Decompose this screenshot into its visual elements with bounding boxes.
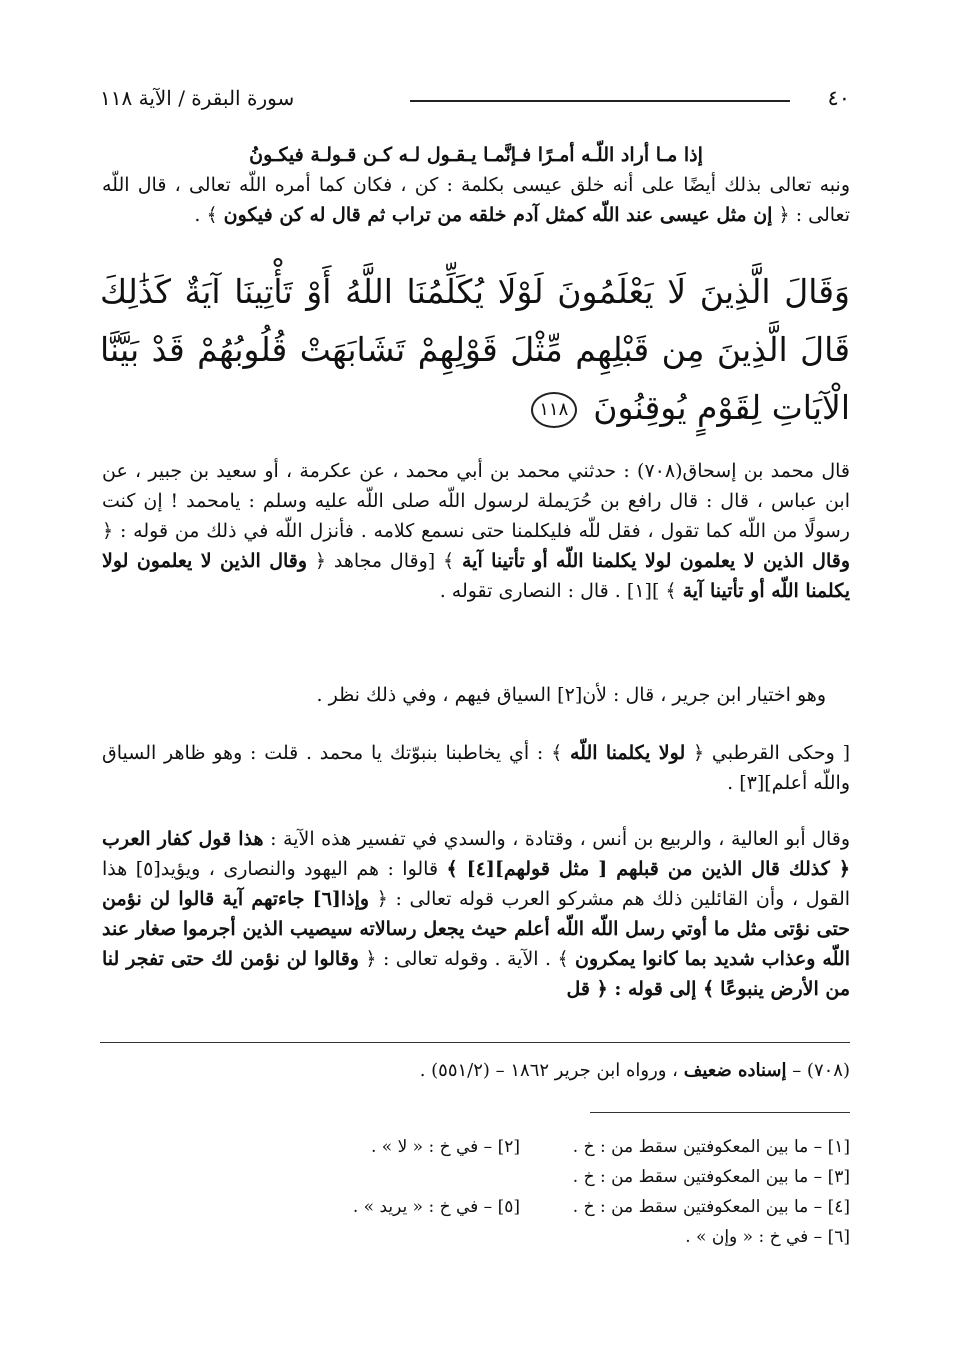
notes-rule — [590, 1112, 850, 1113]
intro-text-c: ﴾ . — [194, 204, 218, 226]
manuscript-notes — [100, 1132, 850, 1252]
intro-text-a: ونبه تعالى بذلك أيضًا على أنه خلق عيسى بكلمة : كن ، فكان كما أمره اللّه تعالى ، قال اللّه تعالى : ﴿ — [102, 174, 850, 226]
note-item: [١] – ما بين المعكوفتين سقط من : خ . — [572, 1137, 850, 1157]
p1-text-a: قال محمد بن إسحاق(٧٠٨) : حدثني محمد بن أبي محمد ، عن عكرمة ، أو سعيد بن جبير ، عن ابن عباس ، قال : قال رافع بن حُرَيملة لرسول اللّه صلى اللّه عليه وسلم : يامحمد ! إن كنت رسولًا من اللّه كما تقول ، فقل للّه فليكلمنا حتى نسمع كلامه . فأنزل اللّه في ذلك من قوله : ﴿ — [102, 460, 850, 542]
footnote-rule — [100, 1042, 850, 1043]
intro-text — [102, 140, 850, 230]
footnote-grade: إسناده ضعيف — [683, 1060, 787, 1081]
note-item: [٢] – في خ : « لا » . — [370, 1137, 520, 1157]
p3-verse: لولا يكلمنا اللّه — [569, 742, 686, 764]
commentary-paragraph-3 — [102, 738, 850, 798]
ayah-number-badge: ١١٨ — [531, 392, 577, 428]
poem-line: إذا مـا أراد اللّـه أمـرًا فـإنَّمـا يـقـول لـه كـن قـولـة فيكـونُ — [249, 144, 703, 166]
note-row — [100, 1132, 850, 1162]
note-item — [220, 1222, 520, 1252]
p4-text-b: هذا قول كفار العرب ﴿ كذلك قال الذين من قبلهم [ مثل قولهم][٤] ﴾ — [102, 828, 850, 880]
p2-text: وهو اختيار ابن جرير ، قال : لأن[٢] السياق فيهم ، وفي ذلك نظر . — [316, 684, 826, 706]
page-header — [100, 86, 850, 118]
page-number: ٤٠ — [827, 86, 850, 110]
note-row — [100, 1222, 850, 1252]
p4-verse-2: وقالوا لن نؤمن لك حتى تفجر لنا من الأرض ينبوعًا — [102, 948, 850, 1000]
p4-text-e: ﴾ . الآية . وقوله تعالى : ﴿ — [365, 948, 569, 970]
p1-verse-2: وقال الذين لا يعلمون لولا يكلمنا اللّه أو تأتينا آية — [102, 550, 850, 602]
note-row — [100, 1162, 850, 1192]
p1-verse-1: وقال الذين لا يعلمون لولا يكلمنا اللّه أو تأتينا آية — [461, 550, 851, 572]
note-item: [٥] – في خ : « يريد » . — [352, 1197, 520, 1217]
note-item: [٤] – ما بين المعكوفتين سقط من : خ . — [572, 1197, 850, 1217]
p3-text-a: [ وحكى القرطبي ﴿ — [693, 742, 850, 764]
p4-text-a: وقال أبو العالية ، والربيع بن أنس ، وقتادة ، والسدي في تفسير هذه الآية : — [270, 828, 851, 850]
p1-text-c: ﴾ [وقال مجاهد ﴿ — [314, 550, 455, 572]
running-title: سورة البقرة / الآية ١١٨ — [100, 86, 295, 110]
note-row — [100, 1192, 850, 1222]
commentary-paragraph-4 — [102, 824, 850, 1004]
p4-verse-1: وإذا[٦] جاءتهم آية قالوا لن نؤمن حتى نؤتى مثل ما أوتي رسل اللّه اللّه أعلم حيث يجعل رسالاته سيصيب الذين أجرموا صغار عند اللّه وعذاب شديد بما كانوا يمكرون — [102, 888, 850, 970]
intro-paragraph — [102, 170, 850, 230]
note-item: [٣] – ما بين المعكوفتين سقط من : خ . — [572, 1167, 850, 1187]
quoted-verse: إن مثل عيسى عند اللّه كمثل آدم خلقه من تراب ثم قال له كن فيكون — [223, 204, 773, 226]
note-item: [٦] – في خ : « وإن » . — [685, 1227, 850, 1247]
p4-text-g: ﴾ إلى قوله : ﴿ قل — [566, 978, 715, 1000]
p4-text-c: قالوا : هم اليهود والنصارى ، ويؤيد[٥] هذا القول ، وأن القائلين ذلك هم مشركو العرب قوله تعالى : ﴿ — [102, 858, 851, 910]
commentary-paragraph-1 — [102, 456, 850, 606]
header-rule — [410, 100, 790, 102]
verse-text: وَقَالَ الَّذِينَ لَا يَعْلَمُونَ لَوْلَا يُكَلِّمُنَا اللَّهُ أَوْ تَأْتِينَا آيَةٌ كَذَٰلِكَ قَالَ الَّذِينَ مِن قَبْلِهِم مِّثْلَ قَوْلِهِمْ تَشَابَهَتْ قُلُوبُهُمْ قَدْ بَيَّنَّا الْآيَاتِ لِقَوْمٍ يُوقِنُونَ — [100, 272, 850, 427]
commentary-paragraph-2 — [102, 680, 850, 710]
quran-verse — [100, 263, 850, 437]
footnote-text: ، ورواه ابن جرير ١٨٦٢ – (٥٥١/٢) . — [419, 1060, 678, 1081]
p1-text-e: ﴾ ][١] . قال : النصارى تقوله . — [439, 580, 677, 602]
footnote — [90, 1056, 850, 1086]
p3-text-c: ﴾ : أي يخاطبنا بنبوّتك يا محمد . قلت : وهو ظاهر السياق واللّه أعلم][٣] . — [102, 742, 850, 794]
note-item — [220, 1162, 520, 1192]
footnote-number: (٧٠٨) – — [792, 1060, 850, 1081]
